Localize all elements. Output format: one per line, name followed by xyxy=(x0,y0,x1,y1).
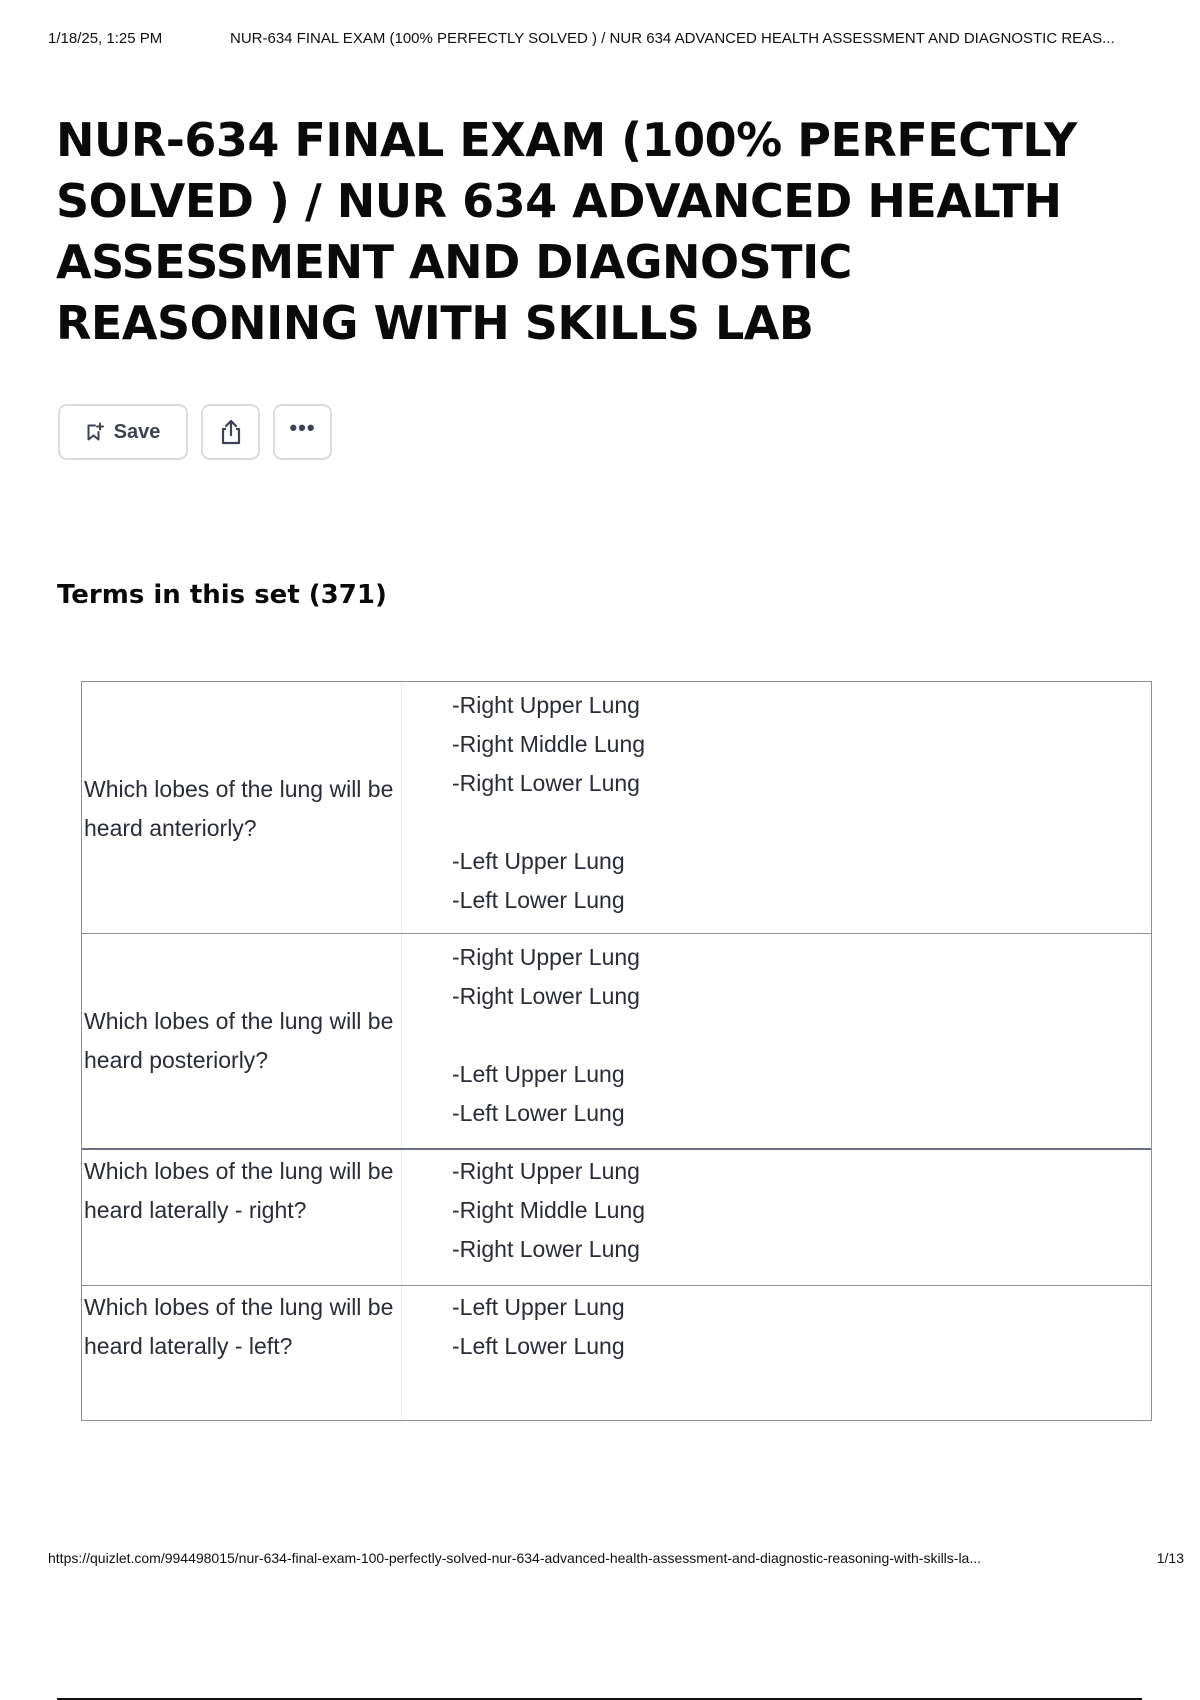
print-date: 1/18/25, 1:25 PM xyxy=(48,30,163,47)
definition-line: -Right Upper Lung xyxy=(452,692,640,718)
definition-text xyxy=(402,1150,1151,1285)
definition-line: -Right Lower Lung xyxy=(452,1236,640,1262)
print-header xyxy=(48,30,1184,50)
page-title: NUR-634 FINAL EXAM (100% PERFECTLY SOLVED ) / NUR 634 ADVANCED HEALTH ASSESSMENT AND DIAGNOSTIC REASONING WITH SKILLS LAB xyxy=(56,113,1077,350)
terms-heading: Terms in this set (371) xyxy=(57,580,387,610)
more-horizontal-icon: ••• xyxy=(289,415,316,440)
definition-line: -Left Lower Lung xyxy=(452,1333,625,1359)
definition-line: -Left Lower Lung xyxy=(452,1100,625,1126)
term-text: Which lobes of the lung will be heard anteriorly? xyxy=(82,682,402,933)
definition-line: -Left Upper Lung xyxy=(452,1061,625,1087)
more-options-button[interactable] xyxy=(273,404,332,460)
terms-table xyxy=(81,681,1152,1421)
action-bar xyxy=(58,404,332,460)
page-url: https://quizlet.com/994498015/nur-634-final-exam-100-perfectly-solved-nur-634-advanced-health-assessment-and-diagnostic-reasoning-with-skills-la... xyxy=(48,1550,982,1566)
definition-line: -Left Upper Lung xyxy=(452,848,625,874)
definition-text xyxy=(402,934,1151,1148)
definition-text xyxy=(402,1286,1151,1420)
bookmark-add-icon xyxy=(86,422,104,442)
definition-line: -Right Lower Lung xyxy=(452,770,640,796)
term-text: Which lobes of the lung will be heard laterally - left? xyxy=(82,1286,402,1420)
table-row xyxy=(82,934,1151,1150)
share-button[interactable] xyxy=(201,404,260,460)
definition-line: -Right Upper Lung xyxy=(452,944,640,970)
table-row xyxy=(82,1286,1151,1420)
definition-text xyxy=(402,682,1151,933)
print-footer xyxy=(48,1550,1184,1570)
table-row xyxy=(82,1150,1151,1286)
definition-line: -Right Upper Lung xyxy=(452,1158,640,1184)
definition-line: -Right Lower Lung xyxy=(452,983,640,1009)
definition-line: -Right Middle Lung xyxy=(452,1197,646,1223)
definition-line: -Left Upper Lung xyxy=(452,1294,625,1320)
term-text: Which lobes of the lung will be heard posteriorly? xyxy=(82,934,402,1148)
definition-line: -Right Middle Lung xyxy=(452,731,646,757)
save-button-label: Save xyxy=(113,420,161,443)
share-icon xyxy=(218,418,244,446)
term-text: Which lobes of the lung will be heard laterally - right? xyxy=(82,1150,402,1285)
print-document-title: NUR-634 FINAL EXAM (100% PERFECTLY SOLVED ) / NUR 634 ADVANCED HEALTH ASSESSMENT AND DIAGNOSTIC REAS... xyxy=(230,30,1115,47)
definition-line: -Left Lower Lung xyxy=(452,887,625,913)
save-button[interactable] xyxy=(58,404,188,460)
page-number: 1/13 xyxy=(1156,1550,1184,1566)
table-row xyxy=(82,682,1151,934)
